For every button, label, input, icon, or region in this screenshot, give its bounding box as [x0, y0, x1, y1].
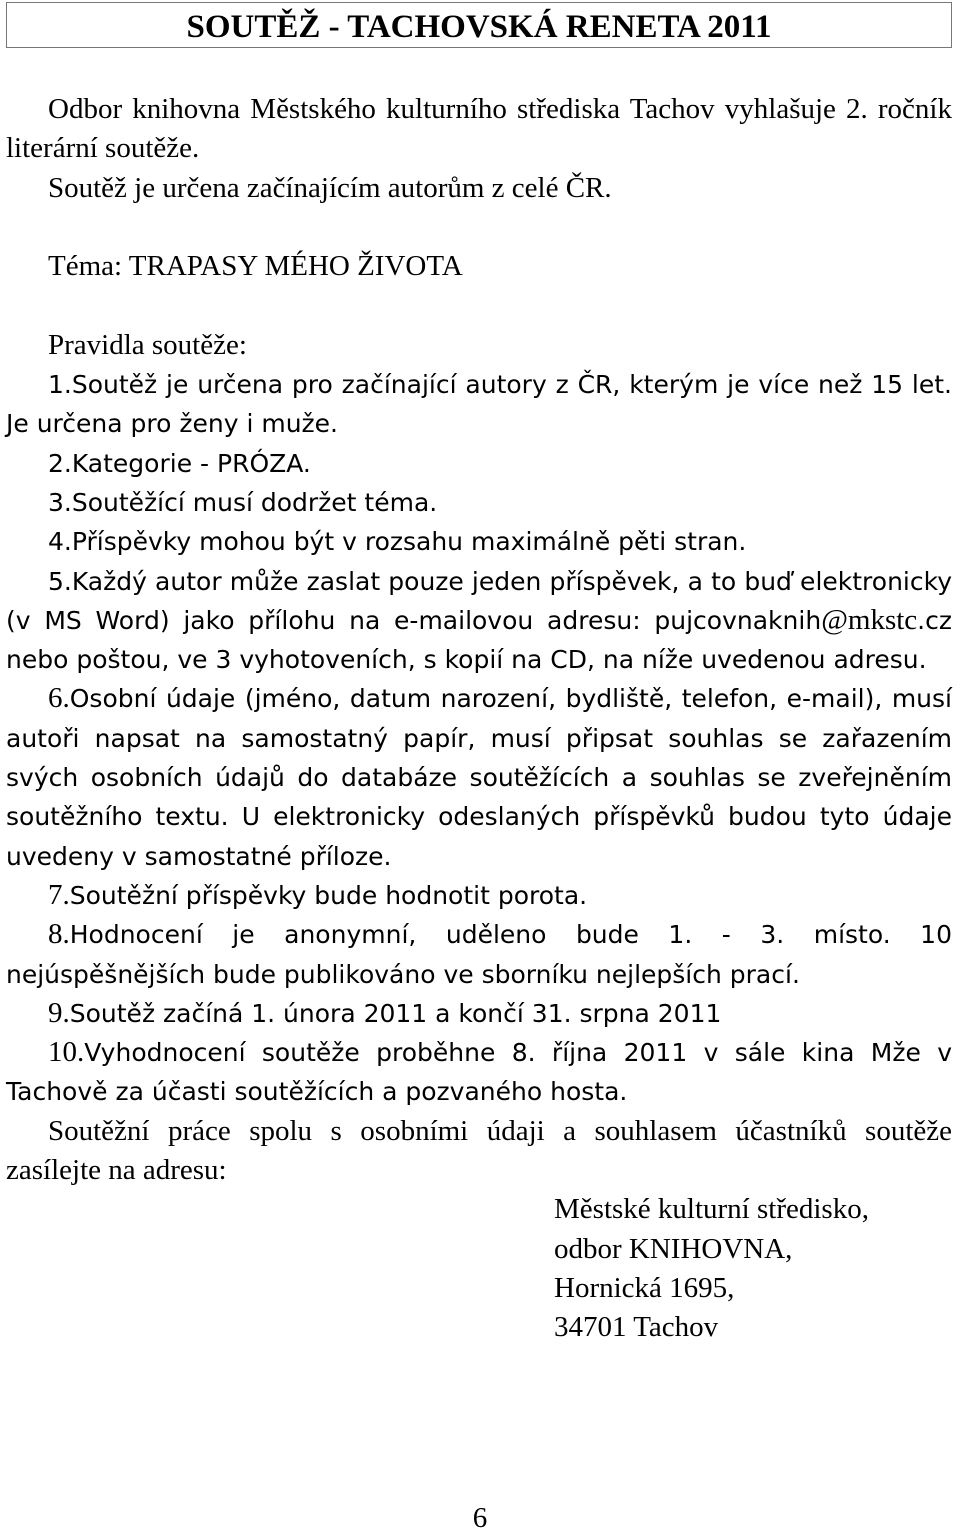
address-line-1: Městské kulturní středisko,	[554, 1193, 869, 1226]
rule-8	[6, 915, 952, 994]
theme-line: Téma: TRAPASY MÉHO ŽIVOTA	[48, 250, 463, 283]
rule-10-text: Vyhodnocení soutěže proběhne 8. října 2011 v sále kina Mže v Tachově za účasti soutěžících a pozvaného hosta.	[6, 1038, 952, 1107]
address-line-3: Hornická 1695,	[554, 1271, 735, 1304]
rule-9	[6, 994, 952, 1033]
rule-7-number: 7.	[48, 878, 70, 911]
rule-10-number: 10.	[48, 1036, 85, 1069]
spacer	[6, 208, 952, 247]
postal-address	[6, 1190, 952, 1347]
rule-9-text: Soutěž začíná 1. února 2011 a končí 31. srpna 2011	[69, 998, 722, 1028]
rule-6	[6, 679, 952, 875]
rule-8-number: 8.	[48, 918, 70, 951]
page-number: 6	[472, 1502, 488, 1534]
rule-5	[6, 562, 952, 680]
intro-target-line: Soutěž je určena začínajícím autorům z celé ČR.	[48, 171, 612, 204]
rule-3: 3.Soutěžící musí dodržet téma.	[48, 487, 438, 517]
closing-paragraph: Soutěžní práce spolu s osobními údaji a souhlasem účastníků soutěže zasílejte na adresu:	[6, 1114, 952, 1187]
address-line-2: odbor KNIHOVNA,	[554, 1232, 793, 1265]
rule-8-text: Hodnocení je anonymní, uděleno bude 1. - 3. místo. 10 nejúspěšnějších bude publikováno ve sborníku nejlepších prací.	[6, 920, 952, 989]
page-title: SOUTĚŽ - TACHOVSKÁ RENETA 2011	[6, 2, 952, 48]
spacer	[6, 286, 952, 325]
rule-5-text: 5.Každý autor může zaslat pouze jeden příspěvek, a to buď elektronicky (v MS Word) jako přílohu na e-mailovou adresu: pujcovnaknih	[6, 566, 952, 635]
rule-10	[6, 1033, 952, 1112]
rule-5-email-domain: @mkstc	[821, 603, 918, 636]
rule-7	[6, 876, 952, 915]
intro-paragraph: Odbor knihovna Městského kulturního střediska Tachov vyhlašuje 2. ročník literární soutěže.	[6, 93, 952, 165]
rule-6-text: Osobní údaje (jméno, datum narození, bydliště, telefon, e-mail), musí autoři napsat na samostatný papír, musí připsat souhlas se zařazením svých osobních údajů do databáze soutěžících a souhlas se zveřejněním soutěžního textu. U elektronicky odeslaných příspěvků budou tyto údaje uvedeny v samostatné příloze.	[6, 684, 952, 871]
rule-5-text-rest: .cz nebo poštou, ve 3 vyhotoveních, s kopií na CD, na níže uvedenou adresu.	[6, 605, 952, 675]
rule-9-number: 9.	[48, 996, 70, 1029]
rule-1: 1.Soutěž je určena pro začínající autory z ČR, kterým je více než 15 let. Je určena pro ženy i muže.	[6, 370, 952, 439]
rule-7-text: Soutěžní příspěvky bude hodnotit porota.	[69, 880, 588, 910]
rule-2: 2.Kategorie - PRÓZA.	[48, 448, 311, 478]
rules-heading: Pravidla soutěže:	[48, 328, 247, 361]
rule-4: 4.Příspěvky mohou být v rozsahu maximálně pěti stran.	[48, 527, 747, 557]
document-body	[6, 90, 952, 1348]
rule-6-number: 6.	[48, 682, 70, 715]
address-line-4: 34701 Tachov	[554, 1311, 719, 1344]
